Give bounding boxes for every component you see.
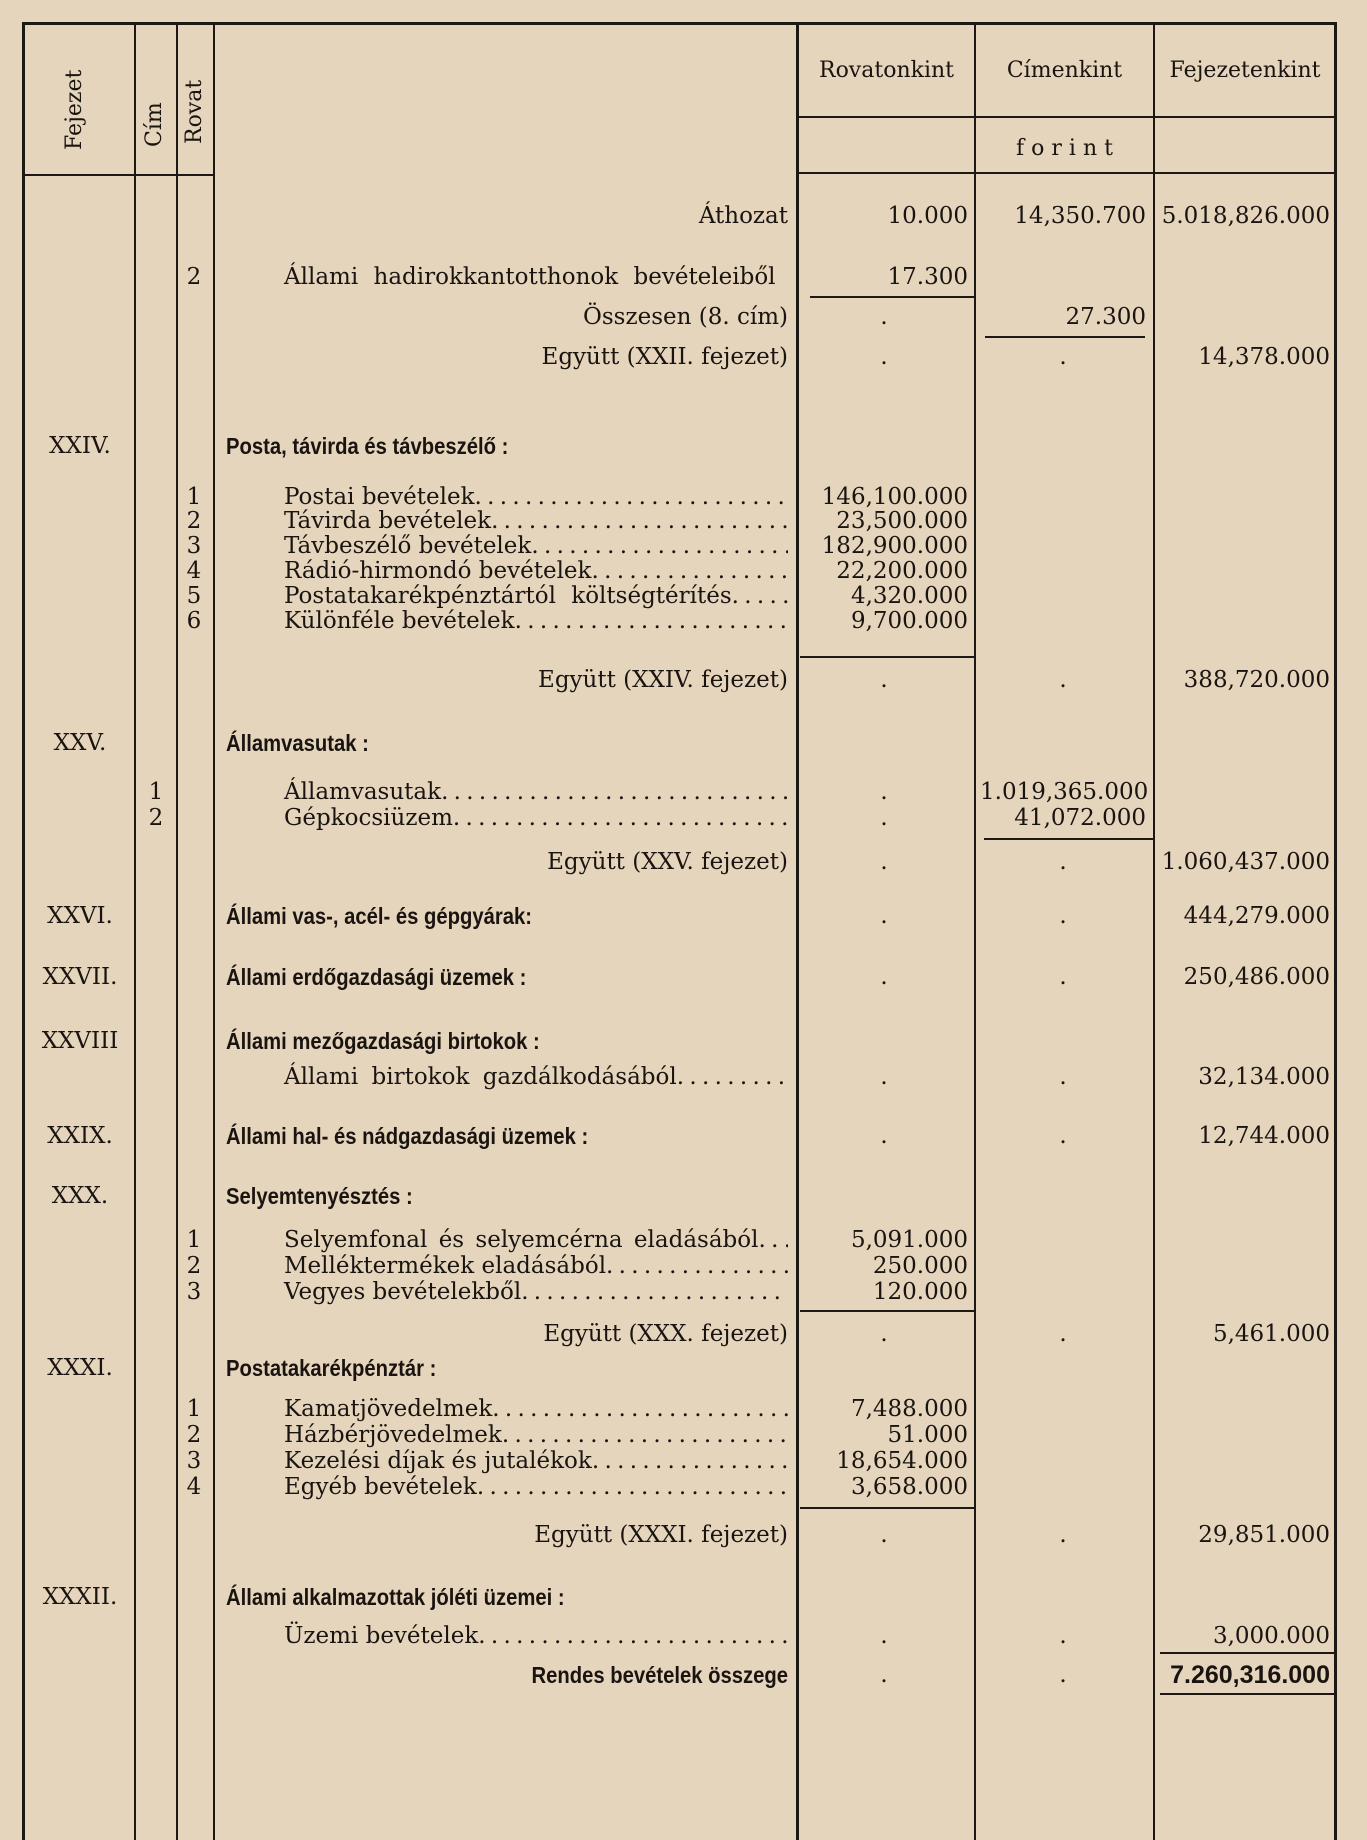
fejezet-number: XXV. [53, 730, 107, 756]
rovat-number: 2 [186, 264, 202, 290]
value-rovatonkint: . [880, 1064, 888, 1090]
value-rovatonkint: 5,091.000 [850, 1227, 968, 1253]
header-cim: Cím [142, 102, 167, 148]
value-cimenkint: . [1059, 849, 1067, 875]
value-rovatonkint: . [880, 779, 888, 805]
value-cimenkint: . [1059, 344, 1067, 370]
fejezet-number: XXIX. [47, 1123, 113, 1149]
value-rovatonkint: . [880, 964, 888, 990]
header-rovatonkint: Rovatonkint [819, 58, 954, 83]
chapter-title: Állami alkalmazottak jóléti üzemei : [226, 1584, 565, 1610]
table-row [0, 261, 1367, 293]
table-row [0, 301, 1367, 333]
row-label: Együtt (XXXI. fejezet) [534, 1522, 788, 1548]
row-label: Házbérjövedelmek . . . [226, 1419, 788, 1451]
header-sub-rule [796, 116, 1337, 118]
value-rovatonkint: 17.300 [887, 264, 968, 290]
row-athozat [0, 200, 1367, 232]
cim-number: 1 [148, 779, 164, 805]
value-cimenkint: 27.300 [1065, 304, 1146, 330]
value-rovatonkint: 18,654.000 [836, 1448, 968, 1474]
rovat-number: 1 [186, 1396, 202, 1422]
rovat-number: 3 [186, 1279, 202, 1305]
total-label: Rendes bevételek összege [531, 1662, 788, 1688]
fejezet-number: XXVII. [42, 964, 118, 990]
row-label: Állami birtokok gazdálkodásából . . . [226, 1061, 788, 1093]
chapter-row [0, 727, 1367, 759]
value-rovatonkint: 23,500.000 [836, 508, 968, 534]
row-label: Összesen (8. cím) [583, 304, 788, 330]
value-rovatonkint: . [880, 1623, 888, 1649]
table-row [0, 1620, 1367, 1652]
value-cimenkint: . [1059, 667, 1067, 693]
table-row [0, 605, 1367, 637]
chapter-row [0, 1581, 1367, 1613]
value-cimenkint: 14,350.700 [1014, 203, 1146, 229]
rovat-number: 2 [186, 508, 202, 534]
value-fejezetenkint: 29,851.000 [1198, 1522, 1330, 1548]
fejezet-number: XXX. [51, 1183, 109, 1209]
row-label: Melléktermékek eladásából . . . [226, 1250, 788, 1282]
row-label: Együtt (XXIV. fejezet) [538, 667, 788, 693]
value-fejezetenkint: 1.060,437.000 [1161, 849, 1330, 875]
value-cimenkint: . [1059, 1662, 1067, 1688]
header-bottom-rule-left [22, 174, 214, 176]
row-label: Különféle bevételek . . . [226, 605, 788, 637]
chapter-row [0, 900, 1367, 932]
table-row [0, 341, 1367, 373]
value-rovatonkint: . [880, 344, 888, 370]
header-bottom-rule-right [796, 172, 1337, 174]
fejezet-number: XXIV. [49, 433, 111, 459]
chapter-row [0, 1180, 1367, 1212]
row-label: Üzemi bevételek . . . [226, 1620, 788, 1652]
fejezet-number: XXXI. [47, 1355, 113, 1381]
total-double-rule [1160, 1693, 1336, 1695]
value-cimenkint: . [1059, 1321, 1067, 1347]
value-rovatonkint: 51.000 [887, 1422, 968, 1448]
row-label: Államvasutak . . . [226, 776, 788, 808]
rovat-number: 6 [186, 608, 202, 634]
sum-rule [800, 656, 975, 658]
value-fejezetenkint: 250,486.000 [1183, 964, 1330, 990]
sum-rule [810, 296, 975, 298]
value-rovatonkint: 3,658.000 [850, 1474, 968, 1500]
header-fejezetenkint: Fejezetenkint [1169, 58, 1321, 83]
row-label: Egyéb bevételek . . . [226, 1471, 788, 1503]
value-rovatonkint: . [880, 849, 888, 875]
row-label: Postai bevételek . . . [226, 481, 788, 513]
chapter-title: Postatakarékpénztár : [226, 1355, 437, 1381]
table-row [0, 1318, 1367, 1350]
header-rovat: Rovat [182, 79, 207, 145]
value-cimenkint: . [1059, 1064, 1067, 1090]
value-cimenkint: 1.019,365.000 [980, 779, 1149, 805]
rovat-number: 1 [186, 1227, 202, 1253]
row-label: Állami hadirokkantotthonok bevételeiből [284, 264, 776, 290]
rovat-number: 5 [186, 583, 202, 609]
value-cimenkint: . [1059, 1623, 1067, 1649]
header-fejezet: Fejezet [62, 69, 87, 151]
value-cimenkint: . [1059, 964, 1067, 990]
row-label: Együtt (XXV. fejezet) [547, 849, 788, 875]
value-fejezetenkint: 444,279.000 [1183, 903, 1330, 929]
value-fejezetenkint: 3,000.000 [1212, 1623, 1330, 1649]
value-rovatonkint: . [880, 1321, 888, 1347]
value-cimenkint: . [1059, 1123, 1067, 1149]
value-cimenkint: . [1059, 903, 1067, 929]
chapter-title: Állami vas-, acél- és gépgyárak: [226, 903, 533, 929]
table-row [0, 664, 1367, 696]
sum-rule [800, 1507, 975, 1509]
value-rovatonkint: . [880, 304, 888, 330]
fejezet-number: XXVI. [47, 903, 113, 929]
value-rovatonkint: 10.000 [887, 203, 968, 229]
rovat-number: 2 [186, 1253, 202, 1279]
top-border [22, 22, 1337, 25]
total-row [0, 1659, 1367, 1691]
value-rovatonkint: 120.000 [872, 1279, 968, 1305]
value-rovatonkint: . [880, 1522, 888, 1548]
chapter-row [0, 1025, 1367, 1057]
value-rovatonkint: 4,320.000 [850, 583, 968, 609]
chapter-row [0, 1352, 1367, 1384]
header-cimenkint: Címenkint [1006, 58, 1123, 83]
rovat-number: 4 [186, 1474, 202, 1500]
chapter-title: Államvasutak : [226, 730, 369, 756]
chapter-title: Állami erdőgazdasági üzemek : [226, 964, 527, 990]
row-label: Vegyes bevételekből . . . [226, 1276, 788, 1308]
rovat-number: 1 [186, 484, 202, 510]
sum-rule [1160, 1652, 1336, 1654]
row-label: Postatakarékpénztártól költségtérítés . . . [226, 580, 788, 612]
table-row [0, 1276, 1367, 1308]
table-row [0, 1061, 1367, 1093]
value-rovatonkint: . [880, 805, 888, 831]
table-row [0, 1519, 1367, 1551]
rovat-number: 3 [186, 533, 202, 559]
value-fejezetenkint: 12,744.000 [1198, 1123, 1330, 1149]
value-rovatonkint: 9,700.000 [850, 608, 968, 634]
row-label: Selyemfonal és selyemcérna eladásából . . . [226, 1224, 788, 1256]
chapter-row [0, 961, 1367, 993]
chapter-title: Állami hal- és nádgazdasági üzemek : [226, 1123, 589, 1149]
value-rovatonkint: . [880, 667, 888, 693]
row-label: Kezelési díjak és jutalékok . . . [226, 1445, 788, 1477]
fejezet-number: XXVIII [41, 1028, 119, 1054]
row-label: Együtt (XXII. fejezet) [541, 344, 788, 370]
value-cimenkint: 41,072.000 [1014, 805, 1146, 831]
total-value: 7.260,316.000 [1170, 1661, 1330, 1689]
value-fejezetenkint: 388,720.000 [1183, 667, 1330, 693]
table-row [0, 1471, 1367, 1503]
value-rovatonkint: 146,100.000 [821, 484, 968, 510]
value-rovatonkint: 7,488.000 [850, 1396, 968, 1422]
value-fejezetenkint: 5.018,826.000 [1161, 203, 1330, 229]
row-label: Kamatjövedelmek . . . [226, 1393, 788, 1425]
header-unit: forint [1016, 136, 1120, 161]
sum-rule [985, 336, 1145, 338]
cim-number: 2 [148, 805, 164, 831]
value-cimenkint: . [1059, 1522, 1067, 1548]
row-label: Áthozat [698, 203, 788, 229]
fejezet-number: XXXII. [42, 1584, 118, 1610]
value-fejezetenkint: 14,378.000 [1198, 344, 1330, 370]
row-label: Távirda bevételek . . . [226, 505, 788, 537]
rovat-number: 4 [186, 558, 202, 584]
value-rovatonkint: . [880, 1662, 888, 1688]
value-fejezetenkint: 5,461.000 [1212, 1321, 1330, 1347]
row-label: Távbeszélő bevételek . . . [226, 530, 788, 562]
chapter-row [0, 1120, 1367, 1152]
chapter-title: Posta, távirda és távbeszélő : [226, 433, 509, 459]
chapter-title: Állami mezőgazdasági birtokok : [226, 1028, 540, 1054]
table-row [0, 846, 1367, 878]
value-rovatonkint: 182,900.000 [821, 533, 968, 559]
table-row [0, 802, 1367, 834]
row-label: Rádió-hirmondó bevételek . . . [226, 555, 788, 587]
rovat-number: 2 [186, 1422, 202, 1448]
chapter-row [0, 430, 1367, 462]
value-fejezetenkint: 32,134.000 [1198, 1064, 1330, 1090]
value-rovatonkint: . [880, 903, 888, 929]
rovat-number: 3 [186, 1448, 202, 1474]
value-rovatonkint: 250.000 [872, 1253, 968, 1279]
sum-rule [800, 1310, 975, 1312]
row-label: Gépkocsiüzem . . . [226, 802, 788, 834]
row-label: Együtt (XXX. fejezet) [543, 1321, 788, 1347]
value-rovatonkint: . [880, 1123, 888, 1149]
sum-rule [984, 838, 1154, 840]
chapter-title: Selyemtenyésztés : [226, 1183, 413, 1209]
value-rovatonkint: 22,200.000 [836, 558, 968, 584]
